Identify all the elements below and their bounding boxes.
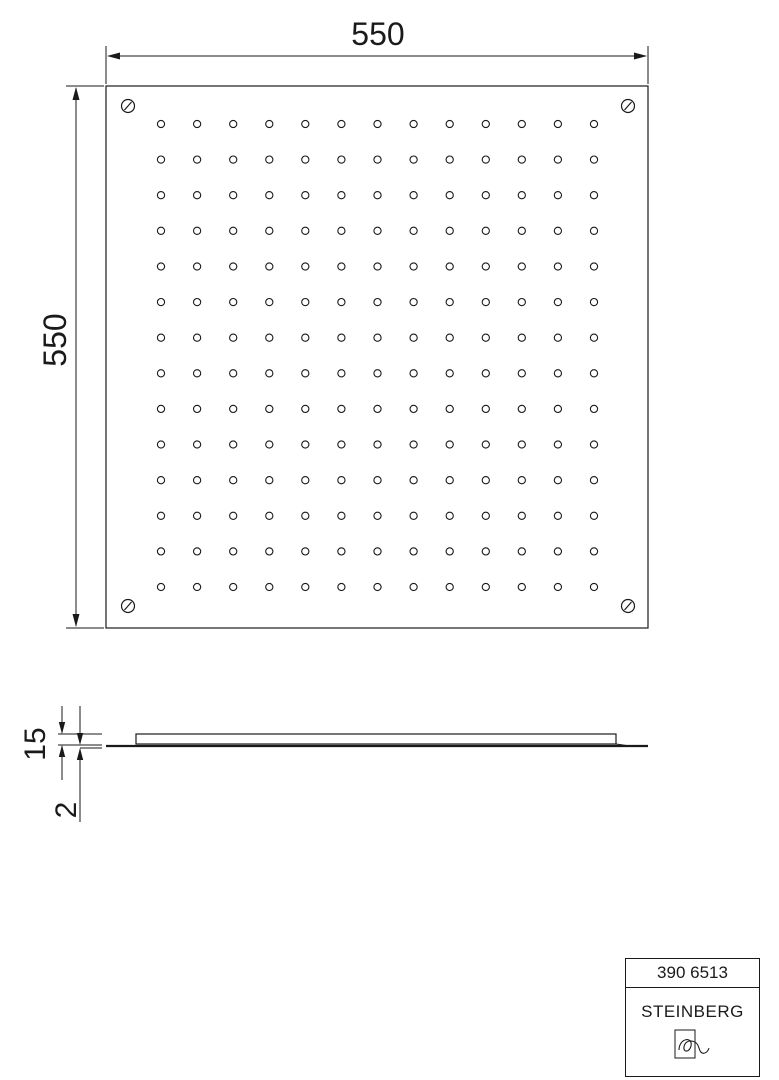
nozzle-hole (518, 299, 525, 306)
nozzle-hole (590, 512, 597, 519)
nozzle-hole (410, 120, 417, 127)
nozzle-hole (374, 370, 381, 377)
nozzle-hole (410, 583, 417, 590)
nozzle-hole (157, 120, 164, 127)
nozzle-hole (482, 405, 489, 412)
nozzle-hole (194, 263, 201, 270)
nozzle-hole (157, 156, 164, 163)
nozzle-hole (157, 583, 164, 590)
base-dimension (50, 706, 83, 822)
nozzle-hole (554, 583, 561, 590)
nozzle-hole (554, 512, 561, 519)
nozzle-hole (590, 227, 597, 234)
nozzle-hole (302, 156, 309, 163)
nozzle-hole (590, 441, 597, 448)
nozzle-hole (446, 405, 453, 412)
nozzle-hole (446, 512, 453, 519)
nozzle-hole (194, 334, 201, 341)
nozzle-hole (554, 227, 561, 234)
nozzle-hole (518, 156, 525, 163)
nozzle-hole (266, 583, 273, 590)
nozzle-hole (374, 227, 381, 234)
nozzle-hole (482, 156, 489, 163)
steinberg-logo-icon (673, 1028, 713, 1062)
nozzle-hole (554, 120, 561, 127)
thickness-dimension-label: 15 (19, 727, 52, 761)
nozzle-hole (157, 370, 164, 377)
nozzle-hole (590, 548, 597, 555)
nozzle-hole (338, 405, 345, 412)
nozzle-hole (518, 512, 525, 519)
nozzle-hole (590, 120, 597, 127)
nozzle-hole (157, 227, 164, 234)
dimension-arrow-up (59, 745, 65, 757)
nozzle-hole (554, 334, 561, 341)
nozzle-hole (302, 334, 309, 341)
nozzle-hole (338, 477, 345, 484)
nozzle-hole (374, 334, 381, 341)
base-dimension-label: 2 (50, 801, 83, 819)
nozzle-hole (518, 192, 525, 199)
nozzle-hole (554, 370, 561, 377)
nozzle-hole (194, 583, 201, 590)
nozzle-hole (230, 370, 237, 377)
nozzle-hole (338, 156, 345, 163)
nozzle-hole (230, 299, 237, 306)
nozzle-hole (446, 156, 453, 163)
nozzle-hole (194, 405, 201, 412)
nozzle-hole (446, 548, 453, 555)
nozzle-hole (302, 299, 309, 306)
nozzle-hole (518, 441, 525, 448)
nozzle-hole (410, 192, 417, 199)
nozzle-hole (302, 583, 309, 590)
nozzle-hole (338, 263, 345, 270)
nozzle-hole (374, 156, 381, 163)
dimension-arrow-top (73, 87, 80, 100)
nozzle-hole (302, 477, 309, 484)
nozzle-hole (338, 334, 345, 341)
nozzle-hole (266, 370, 273, 377)
nozzle-hole (446, 477, 453, 484)
article-number: 390 6513 (626, 959, 759, 988)
nozzle-hole (554, 299, 561, 306)
nozzle-hole (482, 477, 489, 484)
nozzle-hole (338, 583, 345, 590)
nozzle-hole (266, 441, 273, 448)
nozzle-hole (194, 156, 201, 163)
nozzle-hole (194, 370, 201, 377)
nozzle-hole (266, 334, 273, 341)
nozzle-hole (266, 192, 273, 199)
nozzle-hole (230, 120, 237, 127)
plate-top-view (106, 86, 648, 628)
nozzle-hole (374, 477, 381, 484)
nozzle-hole (266, 227, 273, 234)
nozzle-hole (302, 227, 309, 234)
nozzle-hole (410, 548, 417, 555)
nozzle-hole (518, 477, 525, 484)
nozzle-hole (482, 263, 489, 270)
nozzle-hole (338, 548, 345, 555)
nozzle-hole (230, 441, 237, 448)
nozzle-hole (266, 512, 273, 519)
nozzle-hole (266, 156, 273, 163)
nozzle-hole (157, 477, 164, 484)
nozzle-hole (410, 477, 417, 484)
nozzle-hole (338, 227, 345, 234)
height-dimension-label: 550 (37, 313, 73, 367)
nozzle-hole (482, 192, 489, 199)
nozzle-hole (194, 512, 201, 519)
nozzle-hole (554, 548, 561, 555)
nozzle-hole (482, 227, 489, 234)
nozzle-hole (338, 370, 345, 377)
nozzle-hole (374, 120, 381, 127)
nozzle-hole (230, 477, 237, 484)
nozzle-hole (230, 334, 237, 341)
nozzle-hole (590, 477, 597, 484)
nozzle-hole (266, 299, 273, 306)
nozzle-hole (157, 548, 164, 555)
nozzle-hole (410, 512, 417, 519)
nozzle-hole (446, 370, 453, 377)
nozzle-hole (302, 263, 309, 270)
nozzle-hole (266, 263, 273, 270)
nozzle-hole (590, 299, 597, 306)
nozzle-hole (374, 583, 381, 590)
nozzle-hole (157, 405, 164, 412)
nozzle-hole (446, 583, 453, 590)
nozzle-hole (194, 548, 201, 555)
brand-name: STEINBERG (641, 1002, 744, 1021)
nozzle-hole (518, 227, 525, 234)
nozzle-hole (230, 512, 237, 519)
nozzle-hole (482, 512, 489, 519)
nozzle-hole (230, 156, 237, 163)
nozzle-hole (446, 227, 453, 234)
dimension-arrow-bottom (73, 614, 80, 627)
nozzle-hole (554, 441, 561, 448)
screw-icon (622, 600, 635, 613)
nozzle-hole (482, 120, 489, 127)
nozzle-hole (518, 405, 525, 412)
nozzle-hole (230, 192, 237, 199)
nozzle-hole (194, 477, 201, 484)
nozzle-hole (266, 548, 273, 555)
nozzle-hole (230, 227, 237, 234)
nozzle-hole (482, 334, 489, 341)
nozzle-hole (302, 370, 309, 377)
nozzle-hole (518, 583, 525, 590)
nozzle-hole (374, 405, 381, 412)
nozzle-hole (554, 405, 561, 412)
nozzle-hole (157, 263, 164, 270)
height-dimension (37, 86, 104, 628)
nozzle-hole (518, 120, 525, 127)
nozzle-hole (374, 441, 381, 448)
nozzle-hole (302, 512, 309, 519)
plate-outline (106, 86, 648, 628)
nozzle-hole (410, 263, 417, 270)
nozzle-hole (230, 548, 237, 555)
nozzle-hole (482, 583, 489, 590)
nozzle-hole (338, 512, 345, 519)
nozzle-hole (410, 299, 417, 306)
nozzle-hole (518, 334, 525, 341)
nozzle-hole (590, 334, 597, 341)
nozzle-hole (374, 512, 381, 519)
nozzle-hole (446, 263, 453, 270)
title-block (625, 958, 760, 1077)
plate-side-view (106, 734, 648, 746)
nozzle-hole (410, 227, 417, 234)
nozzle-hole (410, 405, 417, 412)
dimension-arrow-down (77, 733, 83, 745)
nozzle-hole (194, 192, 201, 199)
nozzle-hole (554, 192, 561, 199)
nozzle-hole (410, 334, 417, 341)
dimension-arrow-right (634, 53, 647, 60)
nozzle-hole (157, 192, 164, 199)
nozzle-hole (157, 334, 164, 341)
nozzle-hole (446, 299, 453, 306)
nozzle-hole (302, 405, 309, 412)
nozzle-hole (410, 156, 417, 163)
nozzle-hole (194, 227, 201, 234)
nozzle-hole (266, 120, 273, 127)
thickness-dimension (19, 706, 102, 780)
screw-icon (122, 600, 135, 613)
nozzle-hole (374, 192, 381, 199)
nozzle-hole (374, 263, 381, 270)
dimension-arrow-left (107, 53, 120, 60)
nozzle-hole (446, 192, 453, 199)
nozzle-hole (194, 120, 201, 127)
width-dimension (106, 16, 648, 84)
nozzle-hole (590, 156, 597, 163)
nozzle-hole (374, 299, 381, 306)
nozzle-hole (446, 441, 453, 448)
nozzle-hole (338, 441, 345, 448)
nozzle-hole (410, 370, 417, 377)
nozzle-hole (482, 548, 489, 555)
nozzle-hole (230, 405, 237, 412)
nozzle-hole (157, 512, 164, 519)
nozzle-hole (590, 405, 597, 412)
nozzle-hole (338, 299, 345, 306)
plate-body-side (136, 734, 616, 744)
nozzle-hole (374, 548, 381, 555)
dimension-arrow-down (59, 722, 65, 734)
nozzle-hole (266, 405, 273, 412)
width-dimension-label: 550 (351, 16, 405, 52)
nozzle-hole (302, 120, 309, 127)
nozzle-grid (157, 120, 597, 590)
nozzle-hole (482, 441, 489, 448)
nozzle-hole (518, 548, 525, 555)
nozzle-hole (194, 441, 201, 448)
nozzle-hole (590, 192, 597, 199)
nozzle-hole (590, 263, 597, 270)
nozzle-hole (482, 299, 489, 306)
nozzle-hole (157, 441, 164, 448)
dimension-arrow-up (77, 748, 83, 760)
nozzle-hole (230, 583, 237, 590)
nozzle-hole (554, 156, 561, 163)
nozzle-hole (482, 370, 489, 377)
nozzle-hole (446, 120, 453, 127)
nozzle-hole (554, 477, 561, 484)
nozzle-hole (302, 441, 309, 448)
screw-icon (122, 100, 135, 113)
nozzle-hole (518, 370, 525, 377)
nozzle-hole (194, 299, 201, 306)
nozzle-hole (446, 334, 453, 341)
nozzle-hole (590, 583, 597, 590)
nozzle-hole (157, 299, 164, 306)
nozzle-hole (302, 192, 309, 199)
screw-icon (622, 100, 635, 113)
nozzle-hole (266, 477, 273, 484)
nozzle-hole (410, 441, 417, 448)
nozzle-hole (518, 263, 525, 270)
nozzle-hole (590, 370, 597, 377)
nozzle-hole (338, 120, 345, 127)
nozzle-hole (554, 263, 561, 270)
nozzle-hole (338, 192, 345, 199)
nozzle-hole (302, 548, 309, 555)
nozzle-hole (230, 263, 237, 270)
